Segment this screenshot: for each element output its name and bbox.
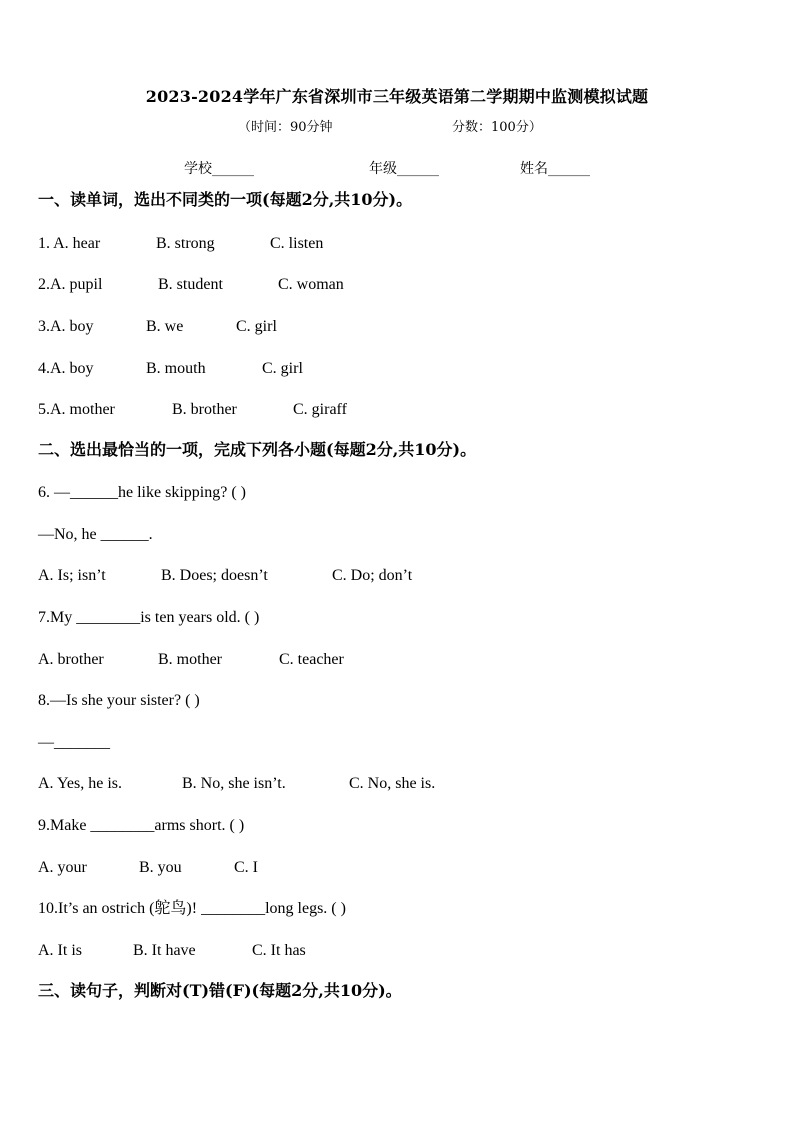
q8-option-a: A. Yes, he is. [38,775,123,792]
question-8-stem: 8.—Is she your sister? ( ) [38,692,200,709]
q5-option-c: C. giraff [293,401,347,418]
q6-option-a: A. Is; isn’t [38,567,106,584]
question-1 [38,234,324,254]
question-5 [38,400,347,420]
q4-option-b: B. mouth [146,360,206,377]
q9-option-c: C. I [234,859,258,876]
question-8-response: —_______ [38,734,110,751]
question-6-response: —No, he ______. [38,526,153,543]
name-field[interactable]: 姓名______ [520,161,590,177]
question-8-options [38,774,436,794]
q2-option-a: 2.A. pupil [38,276,103,293]
school-field[interactable]: 学校______ [184,161,254,177]
q10-option-a: A. It is [38,942,82,959]
q5-option-b: B. brother [172,401,237,418]
q9-option-a: A. your [38,859,87,876]
question-7-stem: 7.My ________is ten years old. ( ) [38,609,260,626]
q7-option-a: A. brother [38,651,104,668]
question-9-options [38,858,258,878]
question-2 [38,275,344,295]
question-10-options [38,941,306,961]
q3-option-a: 3.A. boy [38,318,94,335]
q4-option-c: C. girl [262,360,303,377]
question-6-stem: 6. —______he like skipping? ( ) [38,484,246,501]
section-1-heading: 一、读单词，选出不同类的一项(每题2分,共10分)。 [38,190,413,209]
q9-option-b: B. you [139,859,182,876]
q6-option-b: B. Does; doesn’t [161,567,268,584]
q2-option-b: B. student [158,276,223,293]
exam-time: （时间：90分钟 [238,120,333,135]
grade-field[interactable]: 年级______ [369,161,439,177]
question-9-stem: 9.Make ________arms short. ( ) [38,817,245,834]
section-2-heading: 二、选出最恰当的一项，完成下列各小题(每题2分,共10分)。 [38,440,477,459]
q3-option-c: C. girl [236,318,277,335]
section-3-heading: 三、读句子，判断对(T)错(F)(每题2分,共10分)。 [38,981,402,1000]
q7-option-b: B. mother [158,651,222,668]
q6-option-c: C. Do; don’t [332,567,413,584]
q4-option-a: 4.A. boy [38,360,94,377]
q8-option-b: B. No, she isn’t. [182,775,286,792]
question-4 [38,359,303,379]
q1-option-c: C. listen [270,235,324,252]
q2-option-c: C. woman [278,276,344,293]
question-7-options [38,650,344,670]
q1-option-b: B. strong [156,235,215,252]
q5-option-a: 5.A. mother [38,401,115,418]
question-3 [38,317,277,337]
question-10-stem: 10.It’s an ostrich (鸵鸟)! ________long legs. ( ) [38,900,346,917]
q7-option-c: C. teacher [279,651,344,668]
question-6-options [38,566,413,586]
q3-option-b: B. we [146,318,184,335]
page-title: 2023-2024学年广东省深圳市三年级英语第二学期期中监测模拟试题 [145,87,649,106]
q1-option-a: 1. A. hear [38,235,101,252]
q8-option-c: C. No, she is. [349,775,436,792]
exam-score: 分数：100分） [452,120,542,135]
q10-option-c: C. It has [252,942,306,959]
q10-option-b: B. It have [133,942,196,959]
